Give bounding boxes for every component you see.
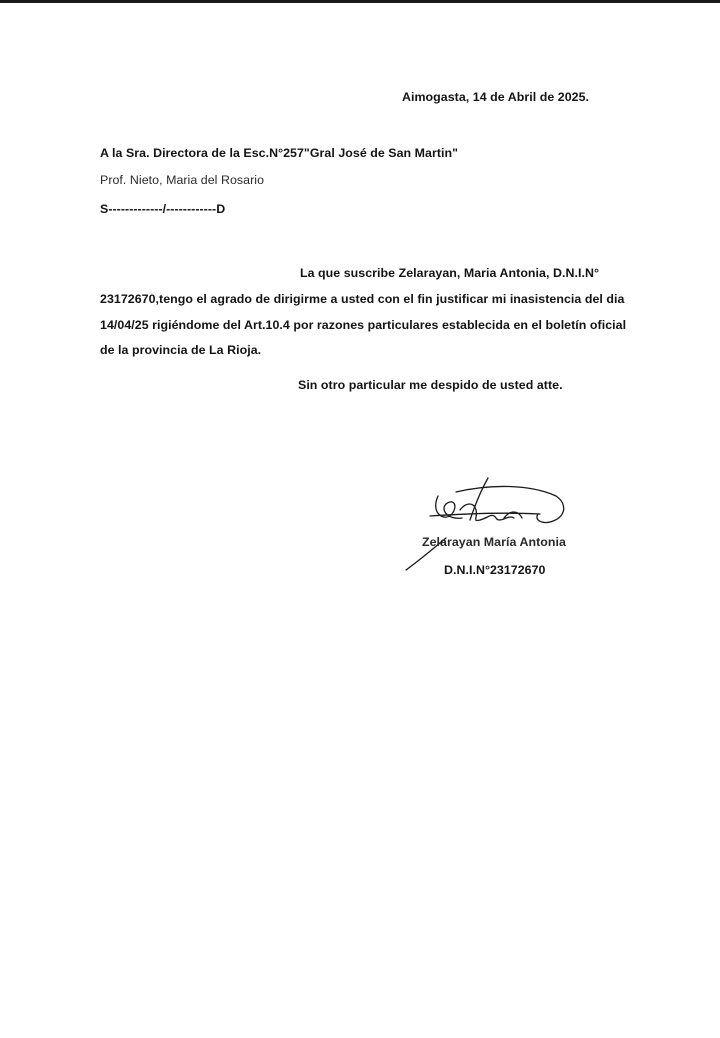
body-line-4: de la provincia de La Rioja. bbox=[100, 343, 262, 357]
signer-name: Zelarayan María Antonia bbox=[422, 535, 566, 549]
recipient-name: Prof. Nieto, Maria del Rosario bbox=[100, 173, 265, 187]
handwritten-signature bbox=[400, 474, 580, 574]
signer-dni: D.N.I.N°23172670 bbox=[444, 563, 546, 577]
recipient-line: A la Sra. Directora de la Esc.N°257"Gral José de San Martin" bbox=[100, 146, 459, 160]
place-date: Aimogasta, 14 de Abril de 2025. bbox=[402, 90, 590, 104]
salutation-sd: S-------------/------------D bbox=[100, 202, 226, 216]
closing-line: Sin otro particular me despido de usted atte. bbox=[298, 378, 563, 392]
body-line-3: 14/04/25 rigiéndome del Art.10.4 por razones particulares establecida en el boletín oficial bbox=[100, 318, 627, 332]
body-line-1: La que suscribe Zelarayan, Maria Antonia, D.N.I.N° bbox=[300, 266, 599, 280]
body-line-2: 23172670,tengo el agrado de dirigirme a usted con el fin justificar mi inasistencia del dia bbox=[100, 292, 625, 306]
